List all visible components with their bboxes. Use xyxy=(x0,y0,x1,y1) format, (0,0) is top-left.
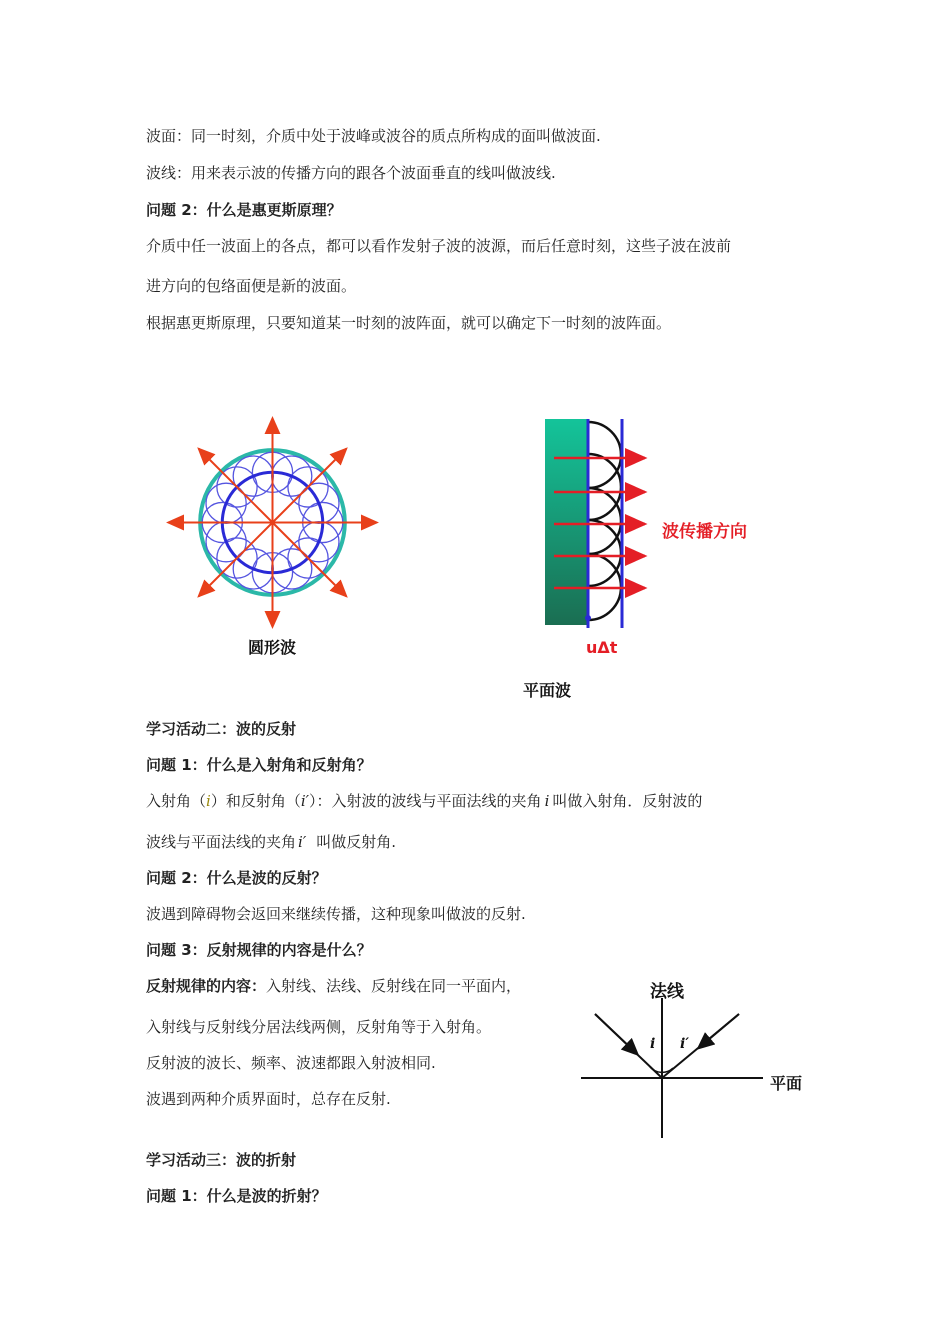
angle-definition-2: 波线与平面法线的夹角 i′ 叫做反射角. xyxy=(146,833,396,851)
circular-wave-diagram xyxy=(160,410,385,635)
incident-angle-label: i xyxy=(650,1036,656,1052)
huygens-text-1: 介质中任一波面上的各点，都可以看作发射子波的波源，而后任意时刻，这些子波在波前 xyxy=(146,237,732,255)
plane-label: 平面 xyxy=(770,1074,803,1093)
source-slab xyxy=(545,419,587,625)
plane-wavelets xyxy=(588,422,621,620)
wave-ray-definition: 波线：用来表示波的传播方向的跟各个波面垂直的线叫做波线. xyxy=(146,164,556,182)
radial-rays xyxy=(168,418,377,627)
propagation-direction-label: 波传播方向 xyxy=(662,522,747,542)
reflection-definition: 波遇到障碍物会返回来继续传播，这种现象叫做波的反射. xyxy=(146,905,526,923)
angle-definition-1: 入射角（i）和反射角（i′）：入射波的波线与平面法线的夹角 i 叫做入射角．反射波的 xyxy=(146,792,703,810)
activity-2-title: 学习活动二：波的反射 xyxy=(146,720,297,738)
activity-3-question-1: 问题 1：什么是波的折射？ xyxy=(146,1187,327,1205)
normal-label: 法线 xyxy=(650,982,684,1002)
huygens-text-2: 进方向的包络面便是新的波面。 xyxy=(146,277,357,295)
activity-2-question-2: 问题 2：什么是波的反射？ xyxy=(146,869,327,887)
activity-2-question-3: 问题 3：反射规律的内容是什么？ xyxy=(146,941,372,959)
plane-wave-diagram xyxy=(540,414,660,644)
question-huygens: 问题 2：什么是惠更斯原理？ xyxy=(146,201,342,219)
activity-3-title: 学习活动三：波的折射 xyxy=(146,1151,297,1169)
wavefront-definition: 波面：同一时刻，介质中处于波峰或波谷的质点所构成的面叫做波面. xyxy=(146,127,601,145)
distance-label: uΔt xyxy=(586,638,618,657)
reflection-law-4: 波遇到两种介质界面时，总存在反射. xyxy=(146,1090,391,1108)
reflection-law-3: 反射波的波长、频率、波速都跟入射波相同. xyxy=(146,1054,436,1072)
plane-wave-caption: 平面波 xyxy=(523,681,572,700)
reflected-angle-label: i′ xyxy=(680,1036,690,1052)
circular-wave-caption: 圆形波 xyxy=(248,638,297,657)
reflection-law-2: 入射线与反射线分居法线两侧，反射角等于入射角。 xyxy=(146,1018,492,1036)
huygens-text-3: 根据惠更斯原理，只要知道某一时刻的波阵面，就可以确定下一时刻的波阵面。 xyxy=(146,314,672,332)
activity-2-question-1: 问题 1：什么是入射角和反射角？ xyxy=(146,756,372,774)
reflection-law-1: 反射规律的内容：入射线、法线、反射线在同一平面内， xyxy=(146,977,522,995)
